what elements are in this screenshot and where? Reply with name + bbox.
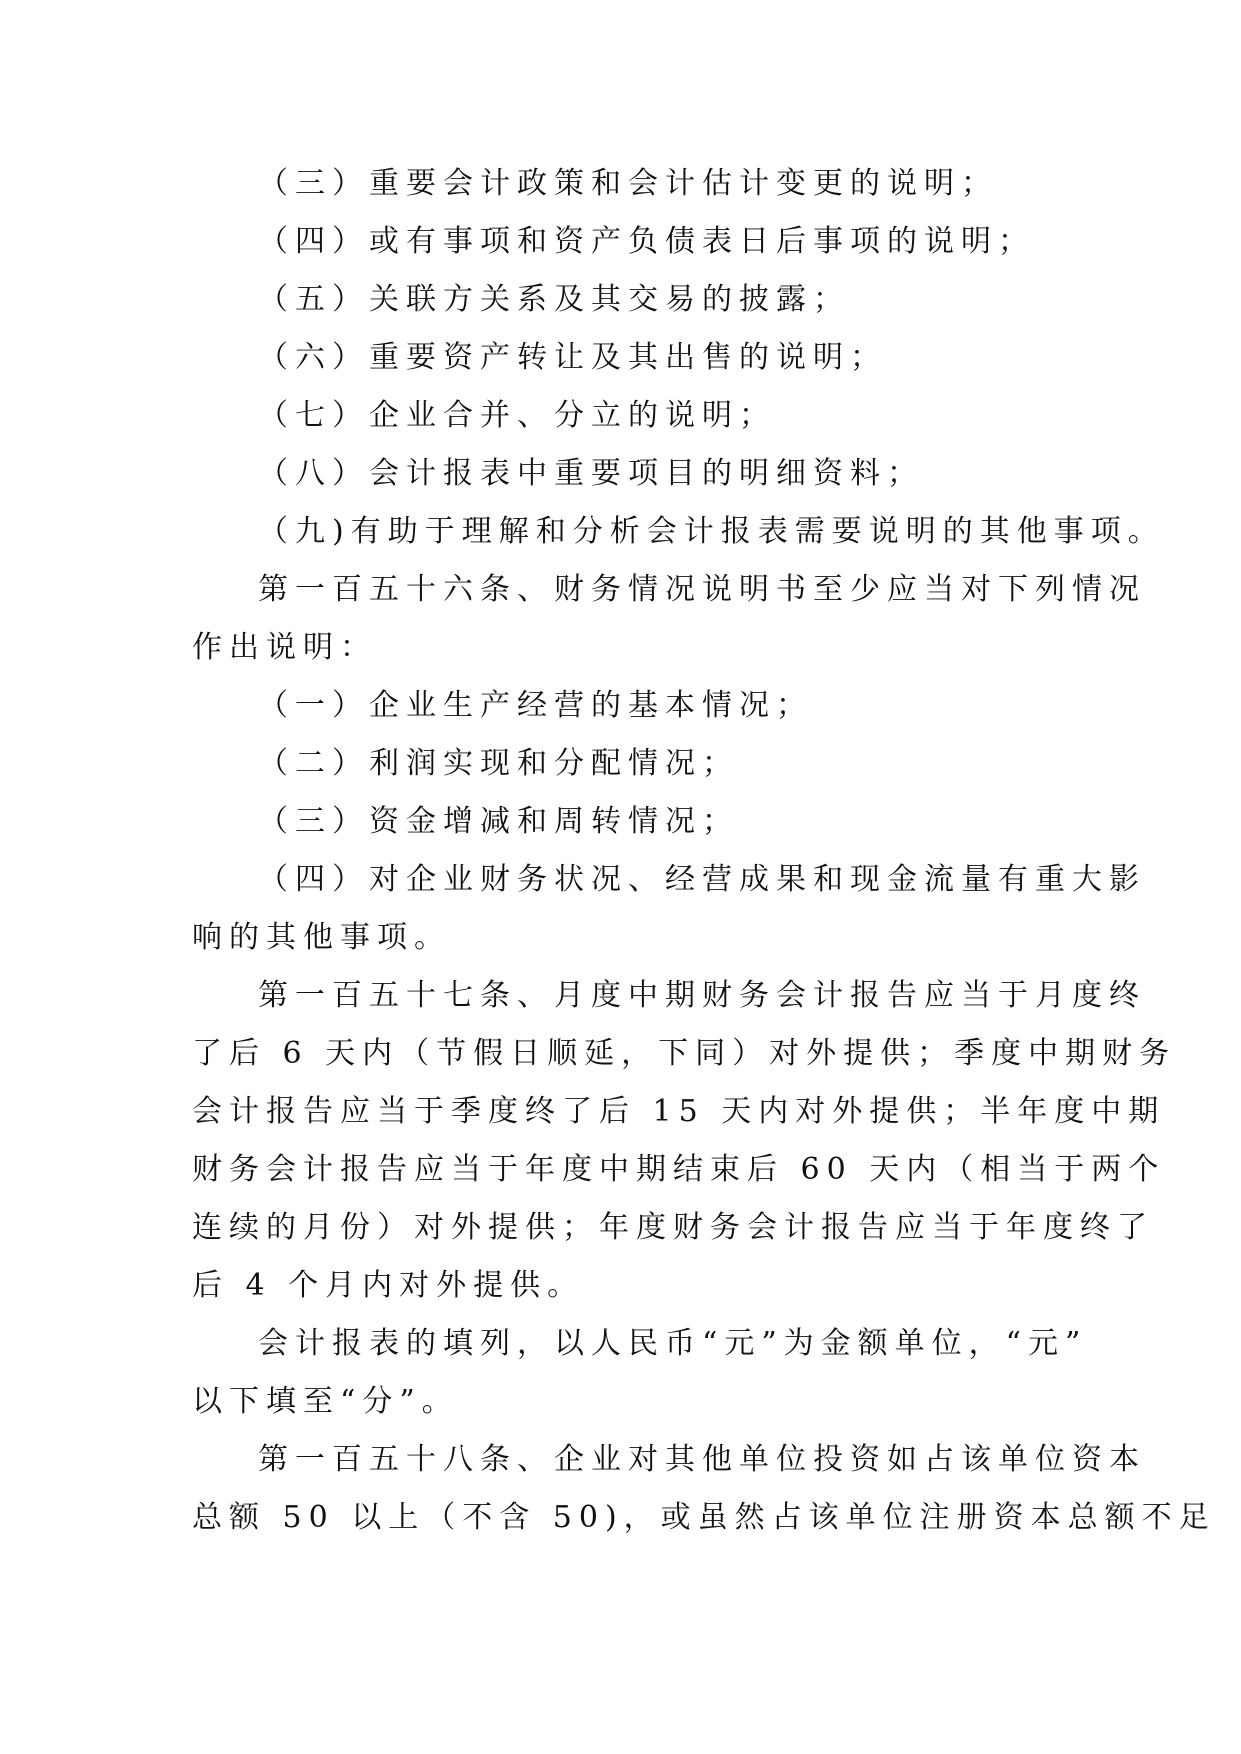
currency-paragraph-line-2: 以下填至“分”。: [192, 1384, 459, 1419]
article-157-line-4: 财务会计报告应当于年度中期结束后 60 天内（相当于两个: [192, 1152, 1166, 1187]
list-item-san: （三）重要会计政策和会计估计变更的说明；: [258, 166, 998, 201]
article-157-line-5: 连续的月份）对外提供；年度财务会计报告应当于年度终了: [192, 1210, 1154, 1245]
article-158-line-1: 第一百五十八条、企业对其他单位投资如占该单位资本: [258, 1442, 1146, 1477]
list-item-jiu: （九)有助于理解和分析会计报表需要说明的其他事项。: [258, 514, 1165, 549]
list-item-wu: （五）关联方关系及其交易的披露；: [258, 282, 850, 317]
list-item-qi: （七）企业合并、分立的说明；: [258, 398, 776, 433]
list-item-ba: （八）会计报表中重要项目的明细资料；: [258, 456, 924, 491]
article-157-line-1: 第一百五十七条、月度中期财务会计报告应当于月度终: [258, 978, 1146, 1013]
article-157-line-6: 后 4 个月内对外提供。: [192, 1268, 585, 1303]
article-156-line-1: 第一百五十六条、财务情况说明书至少应当对下列情况: [258, 572, 1146, 607]
list-item-er: （二）利润实现和分配情况；: [258, 746, 739, 781]
article-156-line-2: 作出说明：: [192, 630, 377, 665]
currency-paragraph-line-1: 会计报表的填列，以人民币“元”为金额单位，“元”: [258, 1326, 1088, 1361]
article-157-line-3: 会计报告应当于季度终了后 15 天内对外提供；半年度中期: [192, 1094, 1166, 1129]
list-item-yi: （一）企业生产经营的基本情况；: [258, 688, 813, 723]
list-item-si: （四）或有事项和资产负债表日后事项的说明；: [258, 224, 1035, 259]
list-item-si-2-line-1: （四）对企业财务状况、经营成果和现金流量有重大影: [258, 862, 1146, 897]
article-157-line-2: 了后 6 天内（节假日顺延，下同）对外提供；季度中期财务: [192, 1036, 1177, 1071]
list-item-liu: （六）重要资产转让及其出售的说明；: [258, 340, 887, 375]
article-158-line-2: 总额 50 以上（不含 50)，或虽然占该单位注册资本总额不足: [192, 1500, 1216, 1535]
list-item-san-2: （三）资金增减和周转情况；: [258, 804, 739, 839]
list-item-si-2-line-2: 响的其他事项。: [192, 920, 451, 955]
